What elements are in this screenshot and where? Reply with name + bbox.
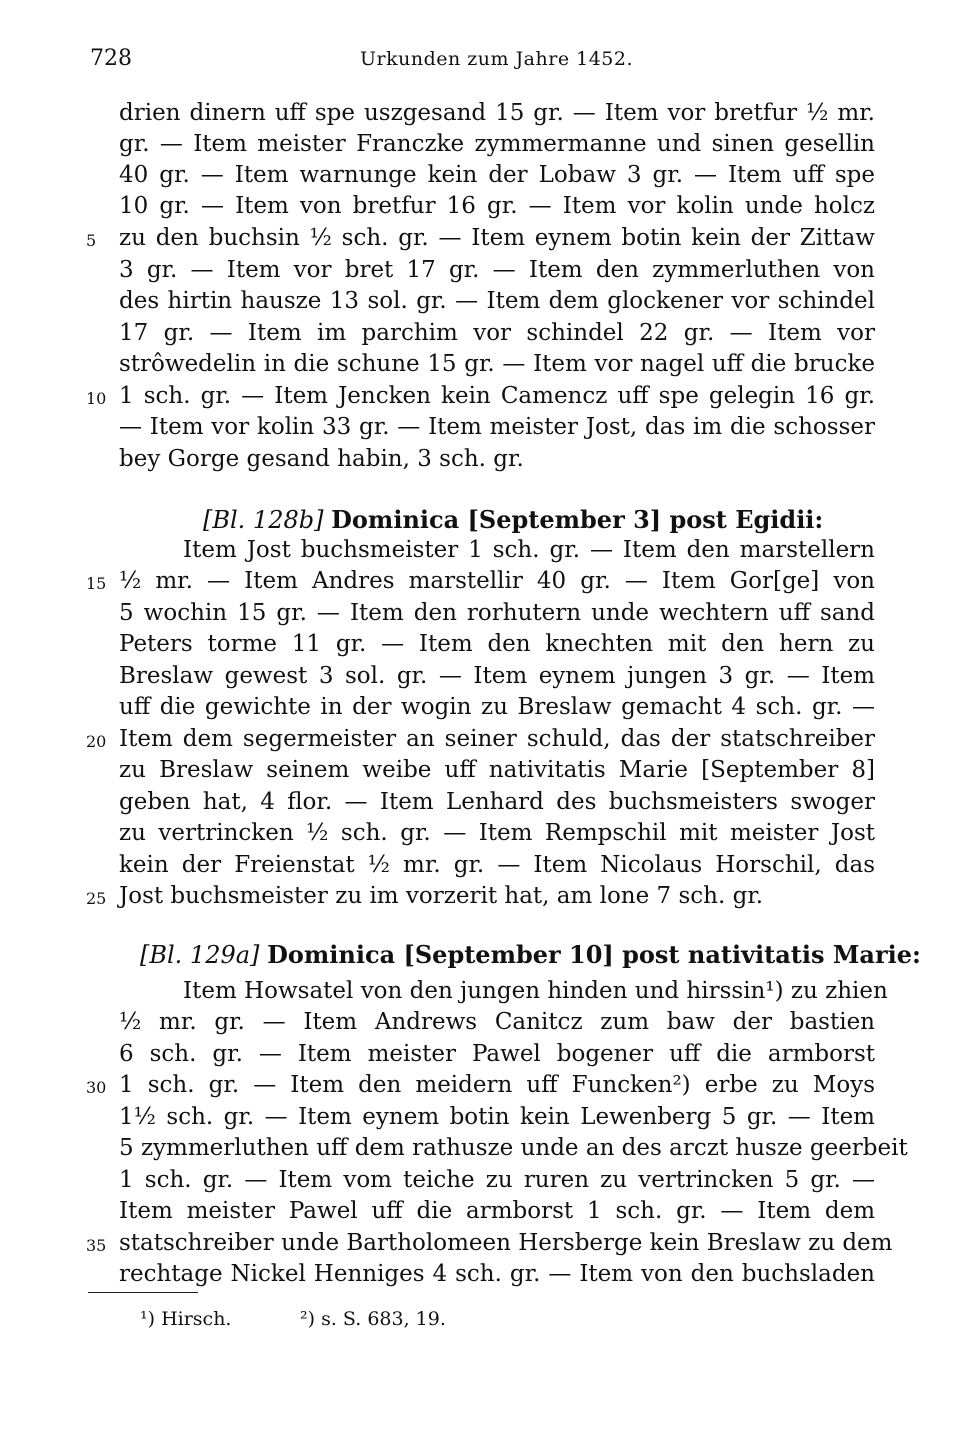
text-line: geben hat, 4 flor. — Item Lenhard des buchsmeisters swoger [119, 789, 875, 815]
text-line: ½ mr. — Item Andres marstellir 40 gr. — Item Gor[ge] von [119, 568, 875, 594]
text-line: 17 gr. — Item im parchim vor schindel 22 gr. — Item vor [119, 320, 875, 346]
line-number: 35 [86, 1236, 107, 1255]
text-line: 10 gr. — Item von bretfur 16 gr. — Item vor kolin unde holcz [119, 193, 875, 219]
line-number: 30 [86, 1078, 107, 1097]
footnote-1: ¹) Hirsch. [140, 1308, 232, 1330]
text-line: 1 sch. gr. — Item Jencken kein Camencz uff spe gelegin 16 gr. [119, 383, 875, 409]
text-line: statschreiber unde Bartholomeen Hersberge kein Breslaw zu dem [119, 1230, 893, 1256]
text-line: Item dem segermeister an seiner schuld, das der statschreiber [119, 726, 875, 752]
section-title: Dominica [September 3] post Egidii: [331, 505, 824, 534]
text-line: Peters torme 11 gr. — Item den knechten mit den hern zu [119, 631, 875, 657]
text-line: Item meister Pawel uff die armborst 1 sch. gr. — Item dem [119, 1198, 875, 1224]
section-heading [203, 503, 960, 537]
text-line: gr. — Item meister Franczke zymmermanne und sinen gesellin [119, 131, 875, 157]
folio-reference: [Bl. 129a] [140, 941, 260, 969]
text-line: — Item vor kolin 33 gr. — Item meister Jost, das im die schosser [119, 414, 875, 440]
section-heading [140, 938, 921, 972]
text-line: Item Howsatel von den jungen hinden und hirssin¹) zu zhien [183, 978, 888, 1004]
text-line: zu Breslaw seinem weibe uff nativitatis Marie [September 8] [119, 757, 875, 783]
text-line: zu vertrincken ½ sch. gr. — Item Rempschil mit meister Jost [119, 820, 875, 846]
text-line: zu den buchsin ½ sch. gr. — Item eynem botin kein der Zittaw [119, 225, 875, 251]
text-line: drien dinern uff spe uszgesand 15 gr. — Item vor bretfur ½ mr. [119, 100, 875, 126]
footnotes [140, 1304, 740, 1334]
text-line: 40 gr. — Item warnunge kein der Lobaw 3 gr. — Item uff spe [119, 162, 875, 188]
folio-reference: [Bl. 128b] [203, 506, 324, 534]
page-number: 728 [90, 46, 132, 71]
text-line: uff die gewichte in der wogin zu Breslaw gemacht 4 sch. gr. — [119, 694, 875, 720]
text-line: ½ mr. gr. — Item Andrews Canitcz zum baw der bastien [119, 1009, 875, 1035]
page-header [90, 46, 880, 76]
section-title: Dominica [September 10] post nativitatis Marie: [267, 940, 921, 969]
footnote-rule [88, 1292, 198, 1293]
text-line: Breslaw gewest 3 sol. gr. — Item eynem jungen 3 gr. — Item [119, 663, 875, 689]
line-number: 20 [86, 732, 107, 751]
text-line: 5 wochin 15 gr. — Item den rorhutern unde wechtern uff sand [119, 600, 875, 626]
text-line: rechtage Nickel Henniges 4 sch. gr. — Item von den buchsladen [119, 1261, 875, 1287]
text-line: 1 sch. gr. — Item den meidern uff Funcken²) erbe zu Moys [119, 1072, 875, 1098]
text-line: bey Gorge gesand habin, 3 sch. gr. [119, 446, 524, 472]
text-line: 5 zymmerluthen uff dem rathusze unde an des arczt husze geerbeit [119, 1135, 908, 1161]
line-number: 10 [86, 389, 107, 408]
text-line: 6 sch. gr. — Item meister Pawel bogener uff die armborst [119, 1041, 875, 1067]
line-number: 15 [86, 574, 107, 593]
text-line: 1½ sch. gr. — Item eynem botin kein Lewenberg 5 gr. — Item [119, 1104, 875, 1130]
line-number: 25 [86, 889, 107, 908]
text-line: 1 sch. gr. — Item vom teiche zu ruren zu vertrincken 5 gr. — [119, 1167, 875, 1193]
text-line: kein der Freienstat ½ mr. gr. — Item Nicolaus Horschil, das [119, 852, 875, 878]
text-line: des hirtin hausze 13 sol. gr. — Item dem glockener vor schindel [119, 288, 875, 314]
text-line: strôwedelin in die schune 15 gr. — Item vor nagel uff die brucke [119, 351, 875, 377]
footnote-2: ²) s. S. 683, 19. [300, 1308, 446, 1330]
line-number: 5 [86, 231, 97, 250]
text-line: Item Jost buchsmeister 1 sch. gr. — Item den marstellern [183, 537, 875, 563]
running-title: Urkunden zum Jahre 1452. [360, 48, 634, 70]
text-line: 3 gr. — Item vor bret 17 gr. — Item den zymmerluthen von [119, 257, 875, 283]
text-line: Jost buchsmeister zu im vorzerit hat, am lone 7 sch. gr. [119, 883, 764, 909]
